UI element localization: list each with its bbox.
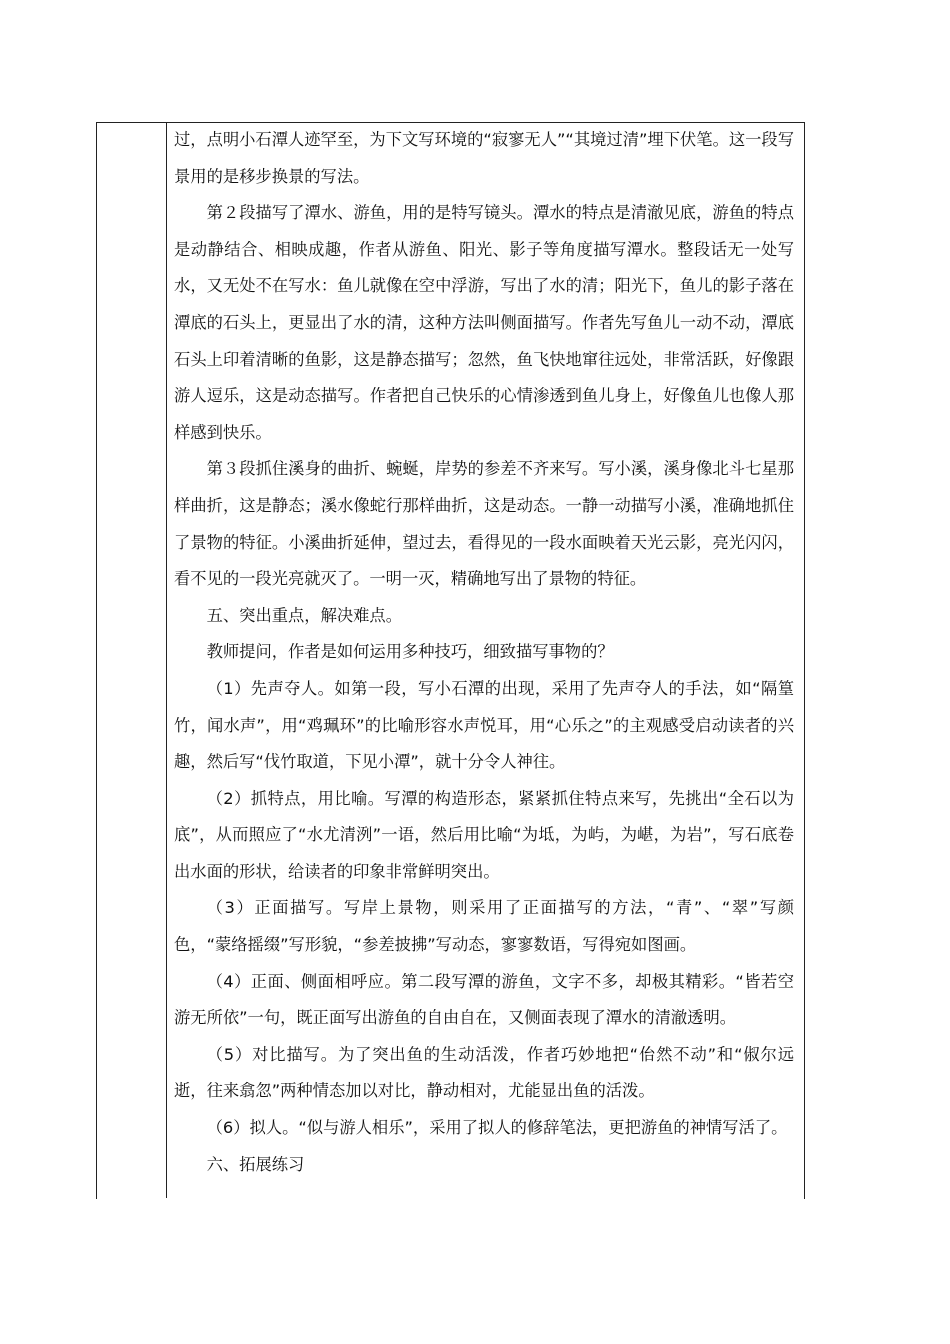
paragraph-third-section-analysis: 第３段抓住溪身的曲折、蜿蜒，岸势的参差不齐来写。写小溪，溪身像北斗七星那样曲折，这是静态；溪水像蛇行那样曲折，这是动态。一静一动描写小溪，准确地抓住了景物的特征。小溪曲折延伸，望过去，看得见的一段水面映着天光云影，亮光闪闪，看不见的一段光亮就灭了。一明一灭，精确地写出了景物的特征。 [174,459,794,589]
list-item-point-6: （6）拟人。“似与游人相乐”，采用了拟人的修辞笔法，更把游鱼的神情写活了。 [206,1118,788,1138]
paragraph-teacher-question: 教师提问，作者是如何运用多种技巧，细致描写事物的？ [206,642,614,662]
list-item-point-4: （4）正面、侧面相呼应。第二段写潭的游鱼，文字不多，却极其精彩。“皆若空游无所依”一句，既正面写出游鱼的自由自在，又侧面表现了潭水的清澈透明。 [174,971,794,1028]
list-item-point-1: （1）先声夺人。如第一段，写小石潭的出现，采用了先声夺人的手法，如“隔篁竹，闻水声”，用“鸡珮环”的比喻形容水声悦耳，用“心乐之”的主观感受启动读者的兴趣，然后写“伐竹取道，下见小潭”，就十分令人神往。 [174,678,794,772]
section-heading-five: 五、突出重点，解决难点。 [206,605,402,625]
paragraph-intro-continued: 过，点明小石潭人迹罕至，为下文写环境的“寂寥无人”“其境过清”埋下伏笔。这一段写景用的是移步换景的写法。 [174,130,794,186]
list-item-point-5: （5）对比描写。为了突出鱼的生动活泼，作者巧妙地把“佁然不动”和“俶尔远逝，往来翕忽”两种情态加以对比，静动相对，尤能显出鱼的活泼。 [174,1044,794,1101]
paragraph-second-section-analysis: 第２段描写了潭水、游鱼，用的是特写镜头。潭水的特点是清澈见底，游鱼的特点是动静结合、相映成趣，作者从游鱼、阳光、影子等角度描写潭水。整段话无一处写水，又无处不在写水：鱼儿就像在空中浮游，写出了水的清；阳光下，鱼儿的影子落在潭底的石头上，更显出了水的清，这种方法叫侧面描写。作者先写鱼儿一动不动，潭底石头上印着清晰的鱼影，这是静态描写；忽然，鱼飞快地窜往远处，非常活跃，好像跟游人逗乐，这是动态描写。作者把自己快乐的心情渗透到鱼儿身上，好像鱼儿也像人那样感到快乐。 [174,203,794,442]
list-item-point-2: （2）抓特点，用比喻。写潭的构造形态，紧紧抓住特点来写，先挑出“全石以为底”，从而照应了“水尤清洌”一语，然后用比喻“为坻，为屿，为嵁，为岩”，写石底卷出水面的形状，给读者的印象非常鲜明突出。 [174,788,794,881]
list-item-point-3: （3）正面描写。写岸上景物，则采用了正面描写的方法，“青”、“翠”写颜色，“蒙络摇缀”写形貌，“参差披拂”写动态，寥寥数语，写得宛如图画。 [174,898,794,955]
table-column-divider [166,122,167,1198]
lesson-content-cell [174,122,794,1183]
section-heading-six: 六、拓展练习 [206,1154,305,1174]
